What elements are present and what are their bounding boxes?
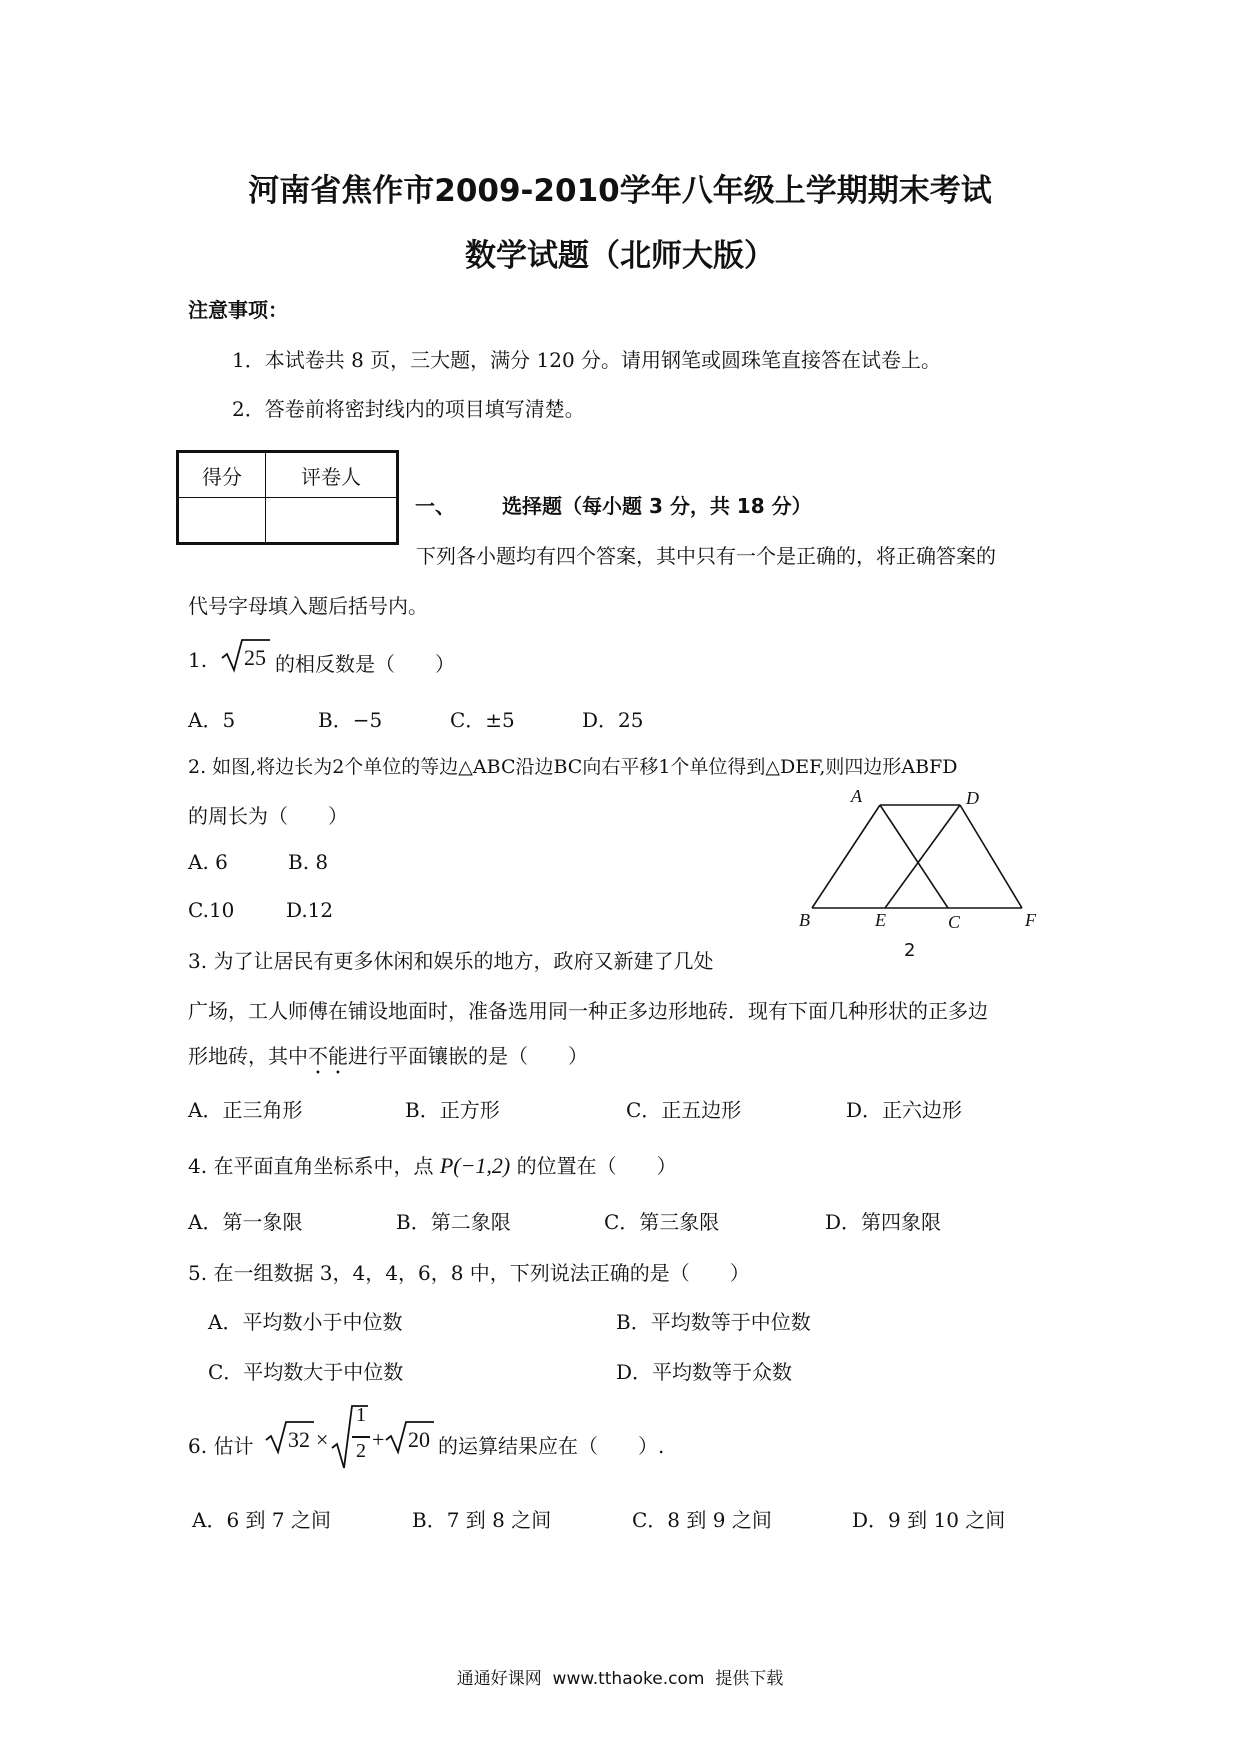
- q3-option-d: D．正六边形: [846, 1098, 963, 1122]
- q1-option-b: B．−5: [318, 708, 383, 732]
- q5-option-b: B．平均数等于中位数: [616, 1310, 811, 1334]
- q3-option-a: A．正三角形: [188, 1098, 303, 1122]
- q3-option-c: C．正五边形: [626, 1098, 742, 1122]
- q3-line3-pre: 形地砖，其中: [188, 1044, 308, 1068]
- q1-option-d: D．25: [582, 708, 644, 732]
- q1-option-a: A．5: [188, 708, 236, 732]
- q6-option-d: D．9 到 10 之间: [852, 1508, 1006, 1532]
- q2-label-d: D: [966, 788, 979, 808]
- grader-header: 评卷人: [266, 452, 398, 498]
- segment-ac: [880, 805, 948, 908]
- q3-line3-post: 进行平面镶嵌的是（ ）: [348, 1044, 588, 1068]
- note-2: 2．答卷前将密封线内的项目填写清楚。: [232, 397, 585, 421]
- q4-option-c: C．第三象限: [604, 1210, 720, 1234]
- section-number: 一、: [415, 494, 455, 518]
- q2-figure: [790, 790, 1050, 950]
- q2-line2: 的周长为（ ）: [188, 804, 348, 828]
- q4-post: 的位置在（ ）: [516, 1154, 677, 1178]
- q6-post: 的运算结果应在（ ）.: [438, 1434, 665, 1458]
- q6-times: ×: [316, 1427, 329, 1452]
- page-footer: 通通好课网 www.tthaoke.com 提供下载: [456, 1669, 784, 1689]
- q2-label-f: F: [1025, 910, 1036, 930]
- section-title: 选择题（每小题 3 分，共 18 分）: [502, 494, 812, 518]
- score-cell: [178, 498, 266, 544]
- q2-option-c: C.10: [188, 898, 235, 922]
- page-subtitle: 数学试题（北师大版）: [465, 238, 775, 274]
- q6-plus: +: [372, 1427, 385, 1452]
- q3-option-b: B．正方形: [405, 1098, 500, 1122]
- q2-figure-caption: 2: [904, 940, 916, 961]
- page-title: 河南省焦作市2009-2010学年八年级上学期期末考试: [248, 173, 992, 209]
- q6-frac-num: 1: [356, 1404, 366, 1426]
- segment-ab: [812, 805, 880, 908]
- q1-text: 的相反数是（ ）: [275, 652, 455, 676]
- q5-option-a: A．平均数小于中位数: [208, 1310, 403, 1334]
- q2-label-e: E: [875, 910, 886, 930]
- q2-label-a: A: [851, 786, 862, 806]
- q4-text: [188, 1150, 677, 1179]
- q2-label-b: B: [799, 910, 810, 930]
- grader-cell: [266, 498, 398, 544]
- q1-number: 1.: [188, 648, 208, 672]
- q6-option-a: A．6 到 7 之间: [192, 1508, 331, 1532]
- notes-heading: 注意事项：: [188, 298, 288, 322]
- q3-emphasis: 不能: [308, 1044, 348, 1068]
- score-table: [176, 450, 399, 545]
- q3-line2: 广场，工人师傅在铺设地面时，准备选用同一种正多边形地砖．现有下面几种形状的正多边: [188, 999, 988, 1023]
- q2-line1: 2. 如图,将边长为2个单位的等边△ABC沿边BC向右平移1个单位得到△DEF,则四边形ABFD: [188, 756, 958, 778]
- q6-radicand-1: 32: [288, 1427, 310, 1452]
- q4-option-b: B．第二象限: [396, 1210, 511, 1234]
- q3-line3: [188, 1040, 588, 1079]
- q4-option-a: A．第一象限: [188, 1210, 303, 1234]
- q2-option-a: A. 6: [188, 850, 228, 874]
- q6-option-b: B．7 到 8 之间: [412, 1508, 552, 1532]
- q3-line1: 3. 为了让居民有更多休闲和娱乐的地方，政府又新建了几处: [188, 949, 714, 973]
- q6-frac-den: 2: [356, 1440, 366, 1462]
- score-header: 得分: [178, 452, 266, 498]
- q6-pre: 6. 估计: [188, 1434, 254, 1458]
- q4-option-d: D．第四象限: [825, 1210, 942, 1234]
- q5-option-c: C．平均数大于中位数: [208, 1360, 404, 1384]
- q6-frac-bar: [352, 1436, 370, 1438]
- q1-option-c: C．±5: [450, 708, 515, 732]
- q6-option-c: C．8 到 9 之间: [632, 1508, 772, 1532]
- q4-point: P(−1,2): [439, 1153, 511, 1178]
- q5-text: 5. 在一组数据 3，4，4，6，8 中，下列说法正确的是（ ）: [188, 1261, 750, 1285]
- q2-option-d: D.12: [286, 898, 334, 922]
- section-intro-line1: 下列各小题均有四个答案，其中只有一个是正确的，将正确答案的: [416, 544, 996, 568]
- q2-label-c: C: [948, 912, 961, 932]
- q2-option-b: B. 8: [288, 850, 329, 874]
- q5-option-d: D．平均数等于众数: [616, 1360, 793, 1384]
- note-1: 1．本试卷共 8 页，三大题，满分 120 分。请用钢笔或圆珠笔直接答在试卷上。: [232, 348, 942, 372]
- q6-radicand-3: 20: [408, 1427, 430, 1452]
- q4-pre: 4. 在平面直角坐标系中，点: [188, 1154, 434, 1178]
- section-intro-line2: 代号字母填入题后括号内。: [188, 594, 428, 618]
- q1-radicand: 25: [244, 645, 266, 670]
- segment-de: [885, 805, 960, 908]
- segment-df: [960, 805, 1022, 908]
